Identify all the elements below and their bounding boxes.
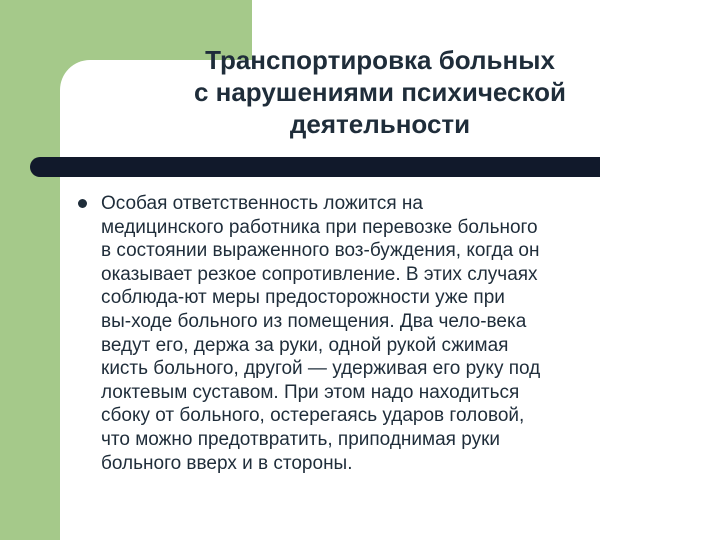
paragraph-line: соблюда-ют меры предосторожности уже при bbox=[101, 287, 505, 309]
paragraph-line: в состоянии выраженного воз-буждения, когда он bbox=[101, 240, 540, 262]
title-line: Транспортировка больных bbox=[205, 45, 555, 75]
paragraph-line: сбоку от больного, остерегаясь ударов головой, bbox=[101, 405, 525, 427]
paragraph-line: локтевым суставом. При этом надо находиться bbox=[101, 381, 520, 403]
paragraph-line: медицинского работника при перевозке больного bbox=[101, 216, 538, 238]
paragraph-line: кисть больного, другой — удерживая его руку под bbox=[101, 358, 541, 380]
paragraph-line: ведут его, держа за руки, одной рукой сжимая bbox=[101, 334, 509, 356]
paragraph-line: больного вверх и в стороны. bbox=[101, 452, 353, 474]
title-divider-bar bbox=[30, 157, 600, 177]
title-line: деятельности bbox=[289, 109, 471, 139]
paragraph-line: вы-ходе больного из помещения. Два чело-века bbox=[101, 310, 527, 332]
slide-title bbox=[120, 44, 640, 140]
paragraph-text bbox=[101, 192, 540, 475]
paragraph-line: Особая ответственность ложится на bbox=[101, 193, 423, 214]
bullet-dot-icon bbox=[78, 199, 87, 208]
title-line: с нарушениями психической bbox=[193, 77, 567, 107]
paragraph-line: оказывает резкое сопротивление. В этих случаях bbox=[101, 263, 538, 285]
paragraph-line: что можно предотвратить, приподнимая руки bbox=[101, 428, 500, 450]
